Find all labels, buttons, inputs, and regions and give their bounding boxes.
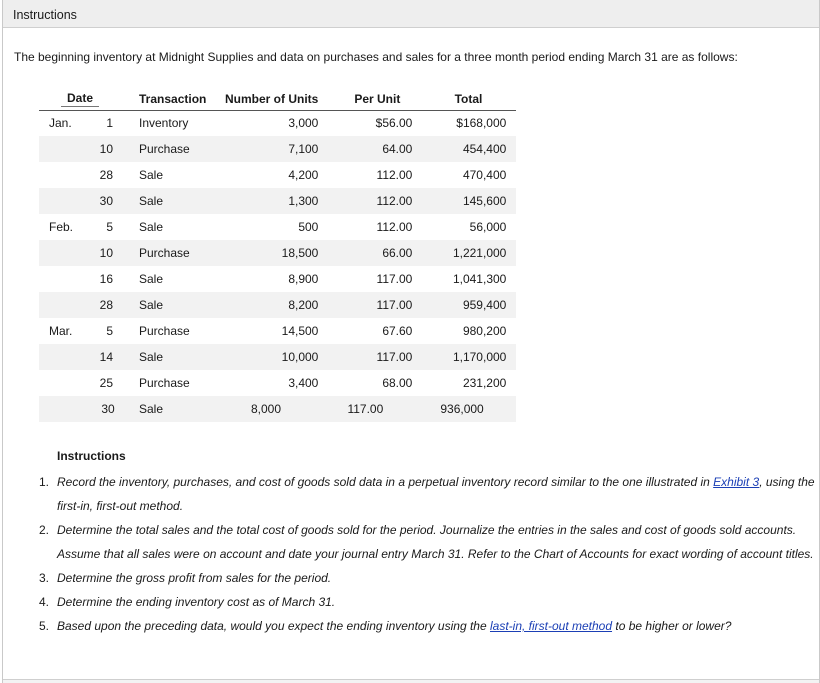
cell-day: 5 [106, 324, 113, 338]
instructions-panel [2, 0, 820, 683]
cell-units: 14,500 [281, 324, 319, 338]
cell-units: 7,100 [219, 136, 318, 162]
cell-units: 18,500 [219, 240, 318, 266]
table-row [39, 266, 516, 292]
header-per-unit: Per Unit [354, 91, 401, 106]
cell-transaction: Sale [121, 292, 219, 318]
cell-total: 145,600 [412, 188, 516, 214]
instruction-item-5: 5. Based upon the preceding data, would you expect the ending inventory using the last-in, first-out method to be higher or lower? [39, 619, 732, 633]
cell-month [39, 344, 81, 370]
cell-per-unit: 112.00 [376, 220, 413, 234]
cell-units: 3,000 [288, 116, 319, 131]
table-row [39, 188, 516, 214]
cell-per-unit: $56.00 [375, 116, 413, 131]
table-row [39, 396, 516, 422]
cell-per-unit: 112.00 [376, 168, 413, 182]
cell-month: Mar. [49, 324, 73, 338]
table-row [39, 162, 516, 188]
bottom-border [3, 679, 819, 683]
cell-transaction: Purchase [139, 376, 190, 390]
cell-day: 16 [99, 272, 113, 286]
cell-transaction: Purchase [139, 324, 190, 338]
table-row [39, 214, 516, 240]
cell-month [39, 370, 81, 396]
cell-units: 500 [298, 220, 319, 234]
cell-day: 1 [106, 116, 113, 131]
instruction-item-3: 3. Determine the gross profit from sales for the period. [39, 571, 332, 585]
cell-month [39, 292, 81, 318]
cell-total: 470,400 [462, 168, 507, 182]
cell-day: 30 [81, 396, 121, 422]
cell-transaction: Sale [121, 344, 219, 370]
cell-total: 454,400 [412, 136, 516, 162]
cell-day: 28 [99, 168, 113, 182]
table-row [39, 318, 516, 344]
cell-per-unit: 68.00 [382, 376, 413, 390]
cell-transaction: Purchase [121, 240, 219, 266]
lifo-method-link[interactable]: last-in, first-out method [489, 619, 613, 633]
cell-day: 10 [81, 136, 121, 162]
table-row [39, 292, 516, 318]
exhibit-3-link[interactable]: Exhibit 3 [713, 475, 760, 489]
cell-per-unit: 117.00 [318, 292, 412, 318]
cell-transaction: Sale [121, 396, 219, 422]
cell-transaction: Purchase [121, 136, 219, 162]
cell-day: 5 [106, 220, 113, 234]
cell-day: 10 [81, 240, 121, 266]
cell-total: 959,400 [412, 292, 516, 318]
cell-day: 25 [99, 376, 113, 390]
header-units: Number of Units [225, 91, 319, 106]
cell-per-unit: 117.00 [318, 396, 412, 422]
instructions-list [39, 470, 819, 638]
cell-month [39, 266, 81, 292]
cell-per-unit: 66.00 [318, 240, 412, 266]
cell-total: 1,170,000 [412, 344, 516, 370]
cell-per-unit: 64.00 [318, 136, 412, 162]
cell-total: 1,221,000 [412, 240, 516, 266]
header-transaction: Transaction [139, 91, 207, 106]
panel-title: Instructions [13, 8, 77, 22]
table-row [39, 370, 516, 396]
cell-month [39, 240, 81, 266]
cell-day: 28 [81, 292, 121, 318]
cell-month [39, 136, 81, 162]
table-header-row [39, 88, 516, 110]
instructions-heading: Instructions [57, 449, 126, 463]
instruction-item-4: 4. Determine the ending inventory cost as of March 31. [39, 595, 336, 609]
inventory-table [39, 88, 516, 422]
cell-per-unit: 67.60 [382, 324, 413, 338]
cell-units: 3,400 [288, 376, 319, 390]
intro-text: The beginning inventory at Midnight Supplies and data on purchases and sales for a three month period ending March 31 are as follows: [14, 50, 738, 64]
cell-day: 30 [81, 188, 121, 214]
cell-total: 56,000 [469, 220, 507, 234]
cell-month [39, 396, 81, 422]
cell-per-unit: 117.00 [376, 272, 413, 286]
cell-total: 1,041,300 [452, 272, 507, 286]
cell-per-unit: 117.00 [318, 344, 412, 370]
panel-header [3, 0, 819, 28]
cell-units: 1,300 [219, 188, 318, 214]
cell-transaction: Sale [139, 168, 164, 182]
instruction-item-2: 2. Determine the total sales and the total cost of goods sold for the period. Journalize the entries in the sales and cost of goods sold accounts. Assume that all sales were on account and date your journal entry March 31. Refer to the Chart of Accounts for exact wording of account titles. [39, 523, 814, 561]
cell-total: 231,200 [462, 376, 507, 390]
cell-units: 8,900 [288, 272, 319, 286]
instruction-item-1: 1. Record the inventory, purchases, and cost of goods sold data in a perpetual inventory record similar to the one illustrated in Exhibit 3, using the first-in, first-out method. [39, 475, 815, 513]
cell-month: Jan. [49, 116, 72, 131]
cell-month [39, 188, 81, 214]
table-row [39, 136, 516, 162]
cell-transaction: Sale [139, 272, 164, 286]
header-total: Total [454, 91, 483, 106]
cell-transaction: Sale [121, 188, 219, 214]
cell-transaction: Inventory [139, 116, 189, 131]
cell-units: 4,200 [288, 168, 319, 182]
table-row [39, 240, 516, 266]
cell-units: 10,000 [219, 344, 318, 370]
cell-total: 936,000 [412, 396, 516, 422]
table-row [39, 344, 516, 370]
cell-month: Feb. [49, 220, 74, 234]
cell-units: 8,200 [219, 292, 318, 318]
header-date: Date [39, 88, 121, 110]
cell-day: 14 [81, 344, 121, 370]
cell-units: 8,000 [219, 396, 318, 422]
cell-month [39, 162, 81, 188]
cell-per-unit: 112.00 [318, 188, 412, 214]
cell-total: $168,000 [456, 116, 507, 131]
cell-total: 980,200 [462, 324, 507, 338]
cell-transaction: Sale [139, 220, 164, 234]
table-row [39, 110, 516, 136]
